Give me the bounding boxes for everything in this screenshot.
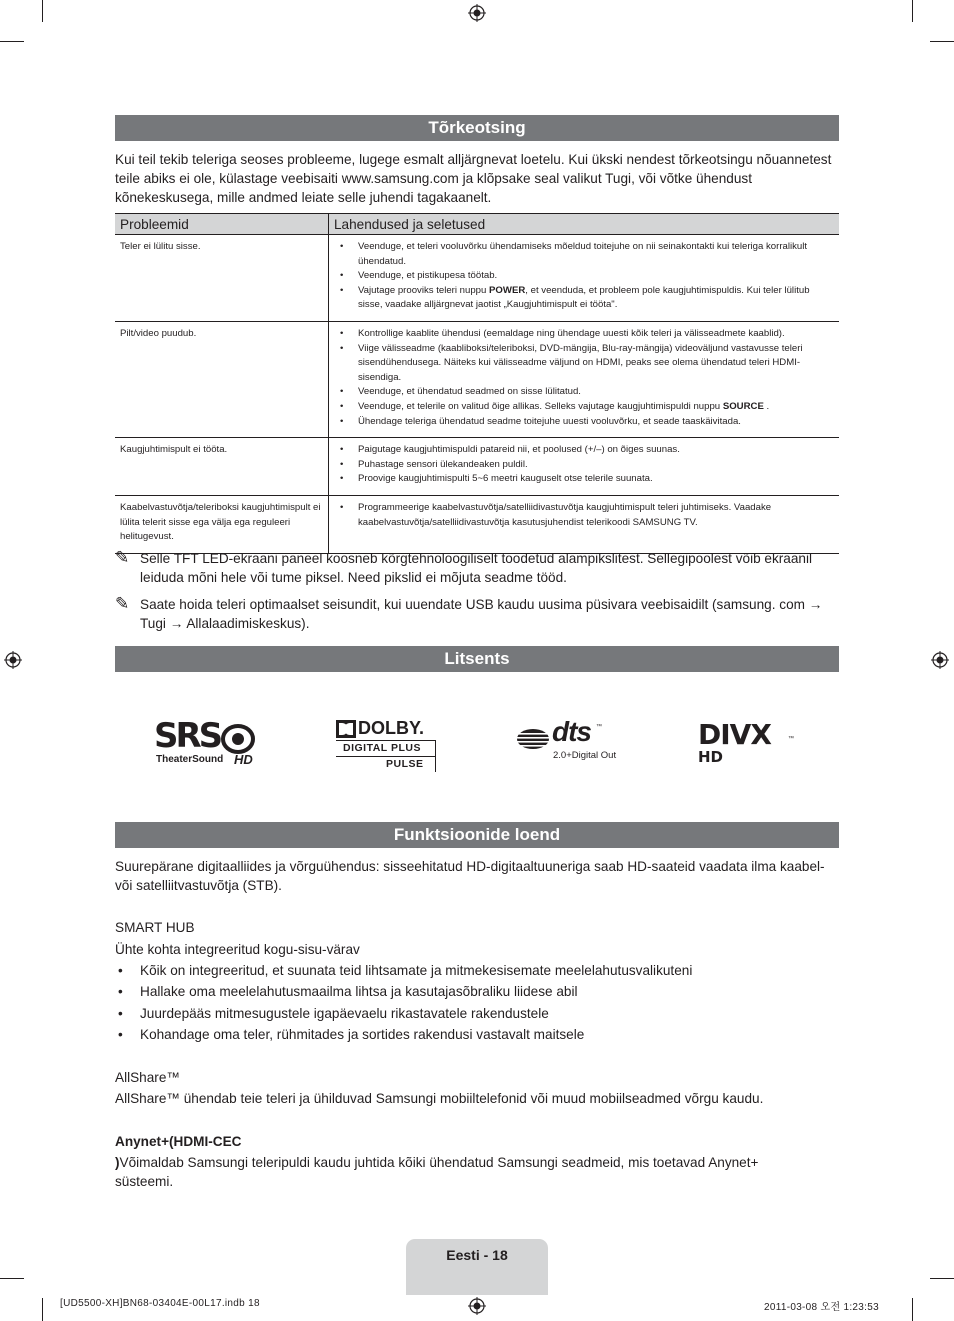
registration-mark-icon	[468, 1297, 486, 1315]
list-item: • Veenduge, et teleri vooluvõrku ühendamiseks mõeldud toitejuhe on nii seinakontakti kui teleriga korralikult ühendatud.	[334, 240, 834, 269]
anynet-desc-line1: Võimaldab Samsungi teleripuldi kaudu juhtida kõiki ühendatud Samsungi seadmeid, mis toetavad Anynet+	[119, 1155, 759, 1170]
dolby-line2-text: DIGITAL PLUS	[343, 742, 421, 754]
smart-hub-desc: Ühte kohta integreeritud kogu-sisu-värav	[115, 942, 360, 957]
table-row	[115, 438, 839, 496]
note-firmware	[115, 595, 839, 633]
divx-main-text: DIVX	[698, 718, 771, 751]
list-item: • Hallake oma meelelahutusmaailma lihtsa ja kasutajasõbraliku liidese abil	[115, 982, 839, 1001]
dolby-divider	[336, 756, 436, 757]
dolby-main-text: DOLBY.	[358, 718, 425, 738]
list-item: • Veenduge, et pistikupesa töötab.	[334, 269, 834, 284]
anynet-desc-line2: süsteemi.	[115, 1174, 174, 1189]
divx-hd-text: HD	[698, 748, 724, 766]
list-item: • Ühendage teleriga ühendatud seadme toitejuhe uuesti vooluvõrku, et seade taaskäivitada.	[334, 415, 834, 430]
registration-mark-icon	[4, 651, 22, 669]
registration-mark-icon	[931, 651, 949, 669]
dts-logo	[516, 716, 622, 766]
table-row	[115, 495, 839, 553]
note-text: Saate hoida teleri optimaalset seisundit, kui uuendate USB kaudu uusima püsivara veebisaidilt (samsung. com → Tugi → Allalaadimiskeskus).	[140, 597, 823, 631]
page-label: Eesti - 18	[446, 1247, 508, 1263]
page-number-tab	[406, 1239, 548, 1295]
footer-timestamp: 2011-03-08 오전 1:23:53	[764, 1302, 879, 1313]
divx-tm-text: ™	[788, 736, 794, 742]
note-led-panel	[115, 549, 839, 587]
note-pen-icon: ✎	[115, 594, 130, 613]
dts-sub-text: 2.0+Digital Out	[553, 750, 617, 761]
registration-mark-icon	[468, 4, 486, 22]
anynet-title: Anynet+(HDMI-CEC	[115, 1134, 242, 1149]
dolby-divider	[336, 740, 436, 741]
table-cell-solutions	[329, 321, 840, 437]
note-pen-icon: ✎	[115, 548, 130, 567]
table-cell-problem: Pilt/video puudub.	[115, 321, 329, 437]
dts-tm-text: ™	[596, 724, 602, 730]
dts-main-text: dts	[552, 716, 591, 747]
list-item: • Proovige kaugjuhtimispulti 5~6 meetri kauguselt otse telerile suunata.	[334, 472, 834, 487]
troubleshooting-intro: Kui teil tekib teleriga seoses probleeme, lugege esmalt alljärgnevat loetelu. Kui ükski nendest tõrkeotsingu nõuannetest teile abiks ei ole, külastage veebisaiti www.samsung.com ja klõpsake seal valikut Tugi, või võtke ühendust kõnekeskusega, mille andmed leiate selle juhendi tagakaanelt.	[115, 152, 832, 205]
list-item: • Kohandage oma teler, rühmitades ja sortides rakendusi vastavalt maitsele	[115, 1025, 839, 1044]
crop-mark	[912, 1298, 913, 1321]
anynet-paren: )	[115, 1155, 120, 1170]
crop-mark	[42, 0, 43, 22]
list-item: • Veenduge, et telerile on valitud õige allikas. Selleks vajutage kaugjuhtimispuldi nuppu SOURCE .	[334, 400, 834, 415]
list-item: • Vajutage prooviks teleri nuppu POWER, et veenduda, et probleem pole kaugjuhtimispuldis. Kui teler lülitub sisse, vaadake alljärgnevat jaotist „Kaugjuhtimispult ei tööta".	[334, 284, 834, 313]
srs-circle-icon	[220, 724, 256, 754]
anynet-desc	[115, 1153, 839, 1191]
note-text: Selle TFT LED-ekraani paneel koosneb kõrgtehnoloogiliselt toodetud alampikslitest. Sellegipoolest võib ekraanil leiduda mõni hele või tume piksel. Need pikslid ei mõjuta seadme tööd.	[140, 551, 813, 585]
dolby-double-d-icon	[336, 720, 356, 738]
dolby-line3-text: PULSE	[386, 758, 424, 770]
srs-sub-text: TheaterSound	[156, 754, 224, 765]
table-cell-problem: Teler ei lülitu sisse.	[115, 235, 329, 322]
troubleshooting-table	[115, 213, 839, 554]
divx-hd-logo	[698, 718, 796, 766]
dts-stripes-icon	[516, 728, 550, 750]
smart-hub-title: SMART HUB	[115, 920, 195, 935]
list-item: • Paigutage kaugjuhtimispuldi patareid nii, et poolused (+/–) on õiges suunas.	[334, 443, 834, 458]
list-item: • Veenduge, et ühendatud seadmed on sisse lülitatud.	[334, 385, 834, 400]
crop-mark	[930, 1278, 954, 1279]
footer-filename: [UD5500-XH]BN68-03404E-00L17.indb 18	[60, 1298, 260, 1309]
dolby-divider	[435, 740, 436, 772]
srs-theatersound-hd-logo	[154, 716, 258, 768]
troubleshooting-heading: Tõrkeotsing	[115, 115, 839, 141]
list-item: • Kontrollige kaablite ühendusi (eemaldage ning ühendage uuesti kõik teleri ja välisseadmete kaablid).	[334, 327, 834, 342]
license-heading: Litsents	[115, 646, 839, 672]
crop-mark	[912, 0, 913, 22]
table-cell-problem: Kaabelvastuvõtja/teleriboksi kaugjuhtimispult ei lülita telerit sisse ega välja ega reguleeri helitugevust.	[115, 495, 329, 553]
column-header-solutions: Lahendused ja seletused	[329, 214, 840, 235]
table-cell-solutions	[329, 235, 840, 322]
dolby-digital-plus-pulse-logo	[336, 720, 438, 772]
table-row	[115, 321, 839, 437]
list-item: • Puhastage sensori ülekandeaken puldil.	[334, 458, 834, 473]
crop-mark	[42, 1298, 43, 1321]
srs-logo-text: SRS	[154, 716, 221, 756]
crop-mark	[930, 41, 954, 42]
column-header-problems: Probleemid	[115, 214, 329, 235]
list-item: • Juurdepääs mitmesugustele igapäevaelu rikastavatele rakendustele	[115, 1004, 839, 1023]
list-item: • Kõik on integreeritud, et suunata teid lihtsamate ja mitmekesisemate meelelahutusvalikuteni	[115, 961, 839, 980]
table-cell-solutions	[329, 438, 840, 496]
allshare-title: AllShare™	[115, 1070, 180, 1085]
list-item: • Programmeerige kaabelvastuvõtja/satelliidivastuvõtja kaugjuhtimispult teleri juhtimiseks. Vaadake kaabelvastuvõtja/satelliidivastuvõtja kasutusjuhendist telerikoodi SAMSUNG TV.	[334, 501, 834, 530]
features-heading: Funktsioonide loend	[115, 822, 839, 848]
features-intro: Suurepärane digitaalliides ja võrguühendus: sisseehitatud HD-digitaaltuuneriga saab HD-saateid vaadata ilma kaabel- või satelliitvastuvõtja (STB).	[115, 859, 825, 893]
table-row	[115, 235, 839, 322]
crop-mark	[0, 41, 24, 42]
list-item: • Viige välisseadme (kaabliboksi/teleriboksi, DVD-mängija, Blu-ray-mängija) videoväljund vastavusse teleri sisendühendusega. Näiteks kui välisseadme väljund on HDMI, peaks see olema ühendatud teleri HDMI-sisendiga.	[334, 342, 834, 386]
table-cell-problem: Kaugjuhtimispult ei tööta.	[115, 438, 329, 496]
crop-mark	[0, 1278, 24, 1279]
table-header-row	[115, 214, 839, 235]
allshare-desc: AllShare™ ühendab teie teleri ja ühilduvad Samsungi mobiiltelefonid või muud mobiilseadmed võrgu kaudu.	[115, 1091, 764, 1106]
table-cell-solutions	[329, 495, 840, 553]
srs-hd-text: HD	[234, 752, 253, 767]
